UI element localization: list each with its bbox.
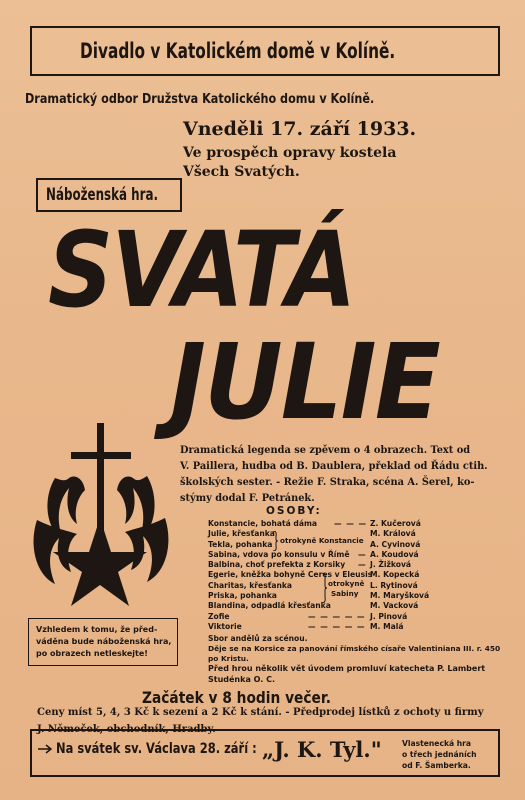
note-setting-2: po Kristu. <box>208 654 249 663</box>
footer-play-title: „J. K. Tyl." <box>262 737 382 762</box>
brace-note-sabiny-1: otrokyně <box>328 579 365 588</box>
cast-dash: — — — — — <box>308 611 366 621</box>
notice-line-3: po obrazech netleskejte! <box>36 649 148 658</box>
cast-role: Julie, křesťanka <box>208 529 275 539</box>
cast-actor: M. Malá <box>370 621 404 631</box>
cast-dash: — <box>358 549 367 559</box>
cross-star-flames-emblem <box>25 418 175 618</box>
cast-row <box>208 622 448 632</box>
prices-line-1: Ceny míst 5, 4, 3 Kč k sezení a 2 Kč k stání. - Předprodej lístků z ochoty u firmy <box>37 707 484 718</box>
description-line-4: stýmy dodal F. Petránek. <box>180 493 315 504</box>
description-line-2: V. Paillera, hudba od B. Daublera, překlad od Řádu ctih. <box>180 461 488 472</box>
cast-row <box>208 550 448 560</box>
cast-actor: M. Králová <box>370 529 416 539</box>
cast-actor: M. Maryšková <box>370 591 430 601</box>
note-intro: Před hrou několik vět úvodem promluví katecheta P. Lambert <box>208 664 486 673</box>
description-line-3: školských sester. - Režie F. Straka, scéna A. Šerel, ko- <box>180 477 475 488</box>
title-svata: SVATÁ <box>48 209 355 331</box>
title-julie: JULIE <box>170 321 439 443</box>
footer-arrow <box>38 744 54 754</box>
cast-dash: — <box>358 560 367 570</box>
cast-role: Konstancie, bohatá dáma <box>208 519 318 528</box>
brace-note-konstancie: otrokyně Konstancie <box>280 536 364 545</box>
cast-actor: M. Vacková <box>370 601 419 611</box>
cast-actor: Z. Kučerová <box>370 519 421 528</box>
cast-row <box>208 519 448 529</box>
cast-actor: J. Žižková <box>370 560 412 570</box>
cast-row <box>208 560 448 570</box>
cast-role: Charitas, křesťanka <box>208 580 293 590</box>
cast-row <box>208 591 448 601</box>
theatre-name: Divadlo v Katolickém domě v Kolíně. <box>80 39 396 63</box>
brace-note-sabiny-2: Sabiny <box>331 589 359 598</box>
cast-role: Balbina, choť prefekta z Korsiky <box>208 560 346 570</box>
benefit-line: Ve prospěch opravy kostela <box>183 145 397 161</box>
organizer-line: Dramatický odbor Družstva Katolického domu v Kolíně. <box>25 91 375 107</box>
cast-row <box>208 612 448 622</box>
cast-role: Egerie, kněžka bohyně Ceres v Eleusis <box>208 570 373 580</box>
footer-side-line-1: Vlastenecká hra <box>402 739 472 748</box>
cast-row <box>208 601 448 611</box>
cast-actor: A. Koudová <box>370 549 419 559</box>
footer-side-line-3: od F. Šamberka. <box>402 761 471 770</box>
performance-date: Vneděli 17. září 1933. <box>183 118 417 140</box>
cast-actor: J. Pinová <box>370 611 408 621</box>
notice-line-1: Vzhledem k tomu, že před- <box>36 625 158 634</box>
church-line: Všech Svatých. <box>183 164 300 180</box>
cast-role: Zofie <box>208 611 230 621</box>
prices-line-2: J. Němeček, obchodník, Hradby. <box>37 724 216 735</box>
cast-actor: L. Rytinová <box>370 580 418 590</box>
cast-actor: A. Cyvinová <box>370 539 421 549</box>
cast-role: Priska, pohanka <box>208 591 277 601</box>
note-setting: Děje se na Korsice za panování římského císaře Valentiniana III. r. 450 <box>208 644 501 653</box>
note-chorus: Sbor andělů za scénou. <box>208 634 308 643</box>
cast-role: Blandina, odpadlá křesťanka <box>208 601 331 611</box>
note-intro-2: Studénka O. C. <box>208 675 275 684</box>
cast-role: Sabina, vdova po konsulu v Římě <box>208 549 350 559</box>
brace-mark <box>321 573 327 603</box>
cast-heading: OSOBY: <box>266 505 322 517</box>
cast-role: Tekla, pohanka <box>208 539 273 549</box>
cast-role: Viktorie <box>208 621 242 631</box>
cast-dash: — — — <box>334 519 368 528</box>
cast-actor: M. Kopecká <box>370 570 420 580</box>
footer-side-line-2: o třech jednáních <box>402 750 477 759</box>
notice-line-2: váděna bude náboženská hra, <box>36 637 172 646</box>
genre-label: Náboženská hra. <box>46 185 159 204</box>
start-time: Začátek v 8 hodin večer. <box>142 688 331 707</box>
footer-label: Na svátek sv. Václava 28. září : <box>56 741 257 757</box>
brace-mark <box>272 531 278 551</box>
description-line-1: Dramatická legenda se zpěvem o 4 obrazech. Text od <box>180 445 471 456</box>
cast-dash: — — — — — <box>308 621 366 631</box>
